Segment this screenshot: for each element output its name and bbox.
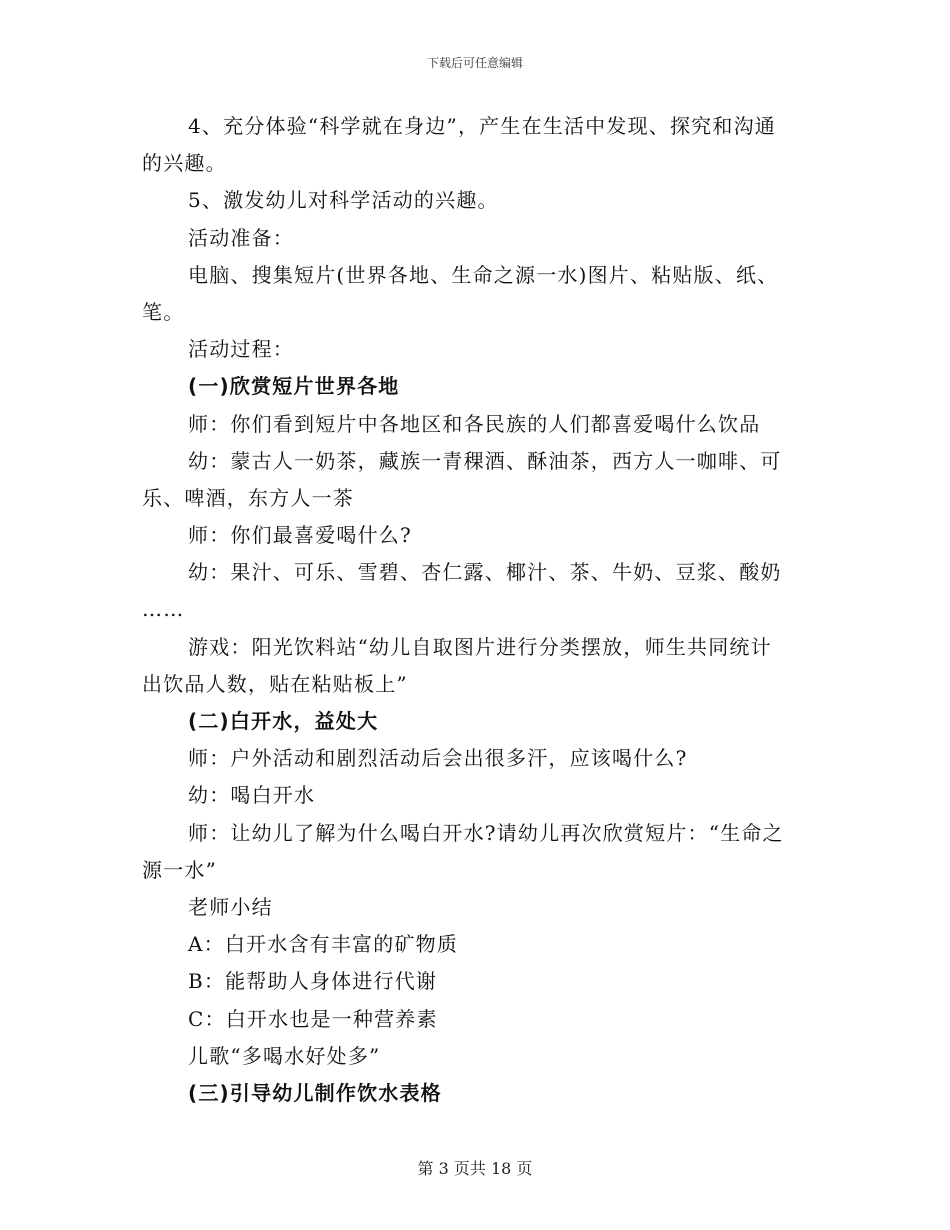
paragraph-line: 师：让幼儿了解为什么喝白开水?请幼儿再次欣赏短片：“生命之	[188, 820, 784, 845]
section-heading: (二)白开水，益处大	[188, 709, 379, 733]
paragraph-line: 电脑、搜集短片(世界各地、生命之源一水)图片、粘贴版、纸、	[188, 262, 779, 287]
page-header-note: 下载后可任意编辑	[426, 56, 523, 70]
section-heading: (三)引导幼儿制作饮水表格	[188, 1080, 442, 1105]
paragraph-line: ……	[142, 597, 185, 622]
paragraph-line: C：白开水也是一种营养素	[188, 1006, 438, 1031]
paragraph-line: 幼：蒙古人一奶茶，藏族一青稞酒、酥油茶，西方人一咖啡、可	[188, 448, 782, 473]
paragraph-line: 出饮品人数，贴在粘贴板上”	[142, 671, 408, 696]
paragraph-line: 4、充分体验“科学就在身边”，产生在生活中发现、探究和沟通	[188, 114, 776, 138]
document-body	[142, 108, 812, 1112]
paragraph-line: 师：你们最喜爱喝什么?	[188, 523, 412, 548]
page-number: 第 3 页共 18 页	[417, 1159, 533, 1178]
paragraph-line: B：能帮助人身体进行代谢	[188, 969, 438, 994]
paragraph-line: A：白开水含有丰富的矿物质	[188, 932, 459, 957]
paragraph-line: 的兴趣。	[142, 151, 227, 176]
paragraph-line: 笔。	[142, 299, 185, 324]
paragraph-line: 儿歌“多喝水好处多”	[188, 1043, 381, 1068]
paragraph-line: 师：你们看到短片中各地区和各民族的人们都喜爱喝什么饮品	[188, 411, 761, 436]
paragraph-line: 源一水”	[142, 857, 218, 882]
paragraph-line: 幼：果汁、可乐、雪碧、杏仁露、椰汁、茶、牛奶、豆浆、酸奶	[188, 560, 782, 585]
paragraph-line: 幼：喝白开水	[188, 783, 316, 808]
paragraph-line: 游戏：阳光饮料站“幼儿自取图片进行分类摆放，师生共同统计	[188, 634, 772, 659]
paragraph-line: 活动过程：	[188, 337, 294, 362]
paragraph-line: 活动准备：	[188, 225, 294, 250]
paragraph-line: 乐、啤酒，东方人一茶	[142, 485, 354, 510]
paragraph-line: 老师小结	[188, 894, 273, 919]
paragraph-line: 师：户外活动和剧烈活动后会出很多汗，应该喝什么?	[188, 746, 688, 771]
section-heading: (一)欣赏短片世界各地	[188, 374, 400, 399]
paragraph-line: 5、激发幼儿对科学活动的兴趣。	[188, 188, 499, 213]
